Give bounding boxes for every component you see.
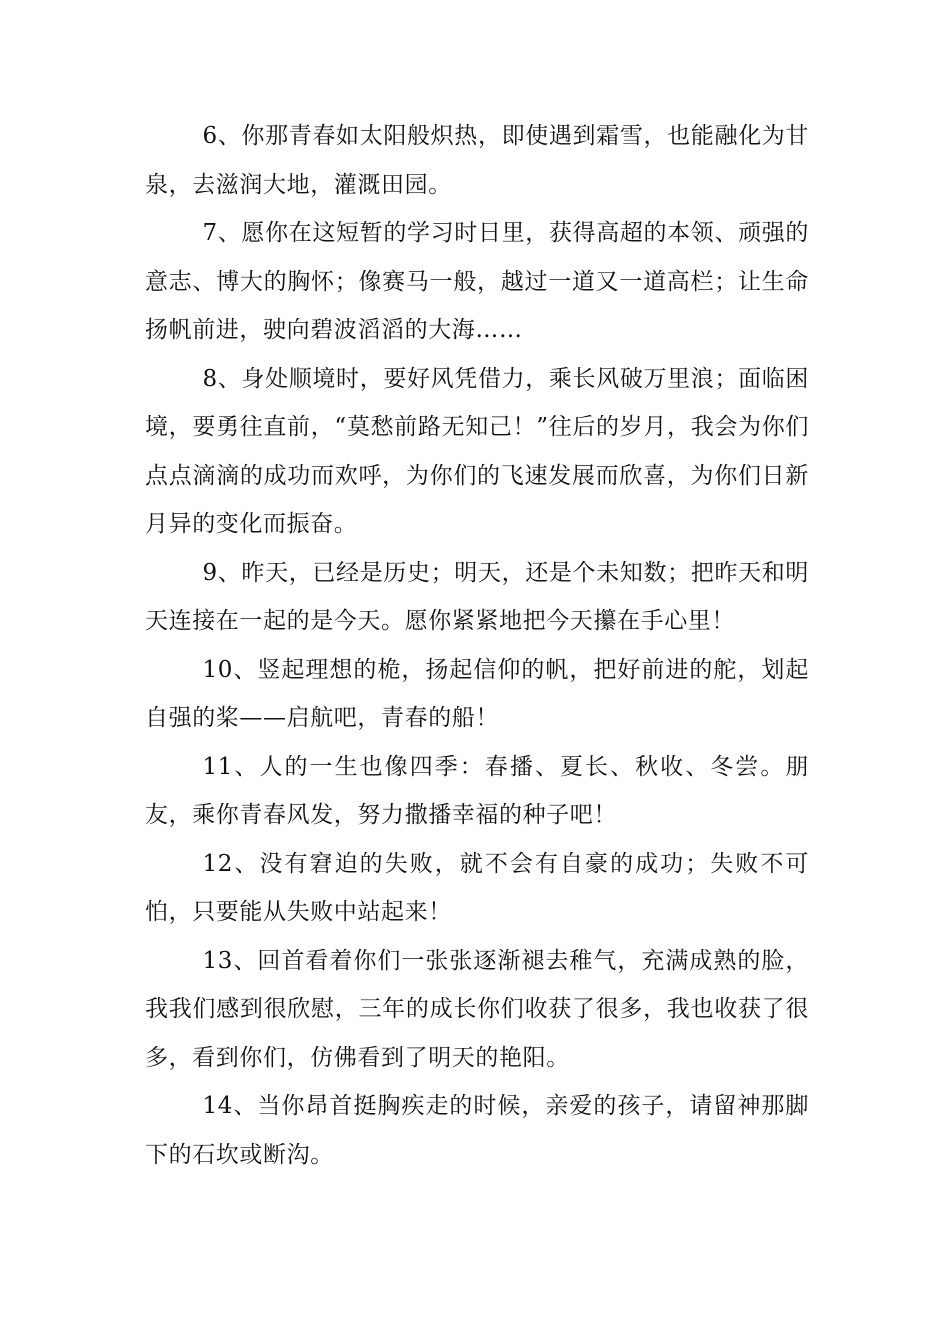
paragraph-6: 6、你那青春如太阳般炽热，即使遇到霜雪，也能融化为甘泉，去滋润大地，灌溉田园。 (145, 123, 809, 198)
paragraph-7: 7、愿你在这短暂的学习时日里，获得高超的本领、顽强的意志、博大的胸怀；像赛马一般，越过一道又一道高栏；让生命扬帆前进，驶向碧波滔滔的大海…… (145, 220, 809, 343)
paragraph-14: 14、当你昂首挺胸疾走的时候，亲爱的孩子，请留神那脚下的石坎或断沟。 (145, 1093, 809, 1168)
paragraph-11: 11、人的一生也像四季：春播、夏长、秋收、冬尝。朋友，乘你青春风发，努力撒播幸福的种子吧！ (145, 753, 809, 828)
paragraph-13: 13、回首看着你们一张张逐渐褪去稚气，充满成熟的脸，我我们感到很欣慰，三年的成长你们收获了很多，我也收获了很多，看到你们，仿佛看到了明天的艳阳。 (145, 947, 809, 1071)
paragraph-9: 9、昨天，已经是历史；明天，还是个未知数；把昨天和明天连接在一起的是今天。愿你紧紧地把今天攥在手心里！ (145, 559, 809, 634)
paragraph-8: 8、身处顺境时，要好风凭借力，乘长风破万里浪；面临困境，要勇往直前，“莫愁前路无知己！”往后的岁月，我会为你们点点滴滴的成功而欢呼，为你们的飞速发展而欣喜，为你们日新月异的变化而振奋。 (145, 365, 809, 537)
paragraph-10: 10、竖起理想的桅，扬起信仰的帆，把好前进的舵，划起自强的桨——启航吧，青春的船！ (145, 656, 809, 731)
paragraph-12: 12、没有窘迫的失败，就不会有自豪的成功；失败不可怕，只要能从失败中站起来！ (145, 850, 809, 925)
document-body (145, 112, 809, 1179)
